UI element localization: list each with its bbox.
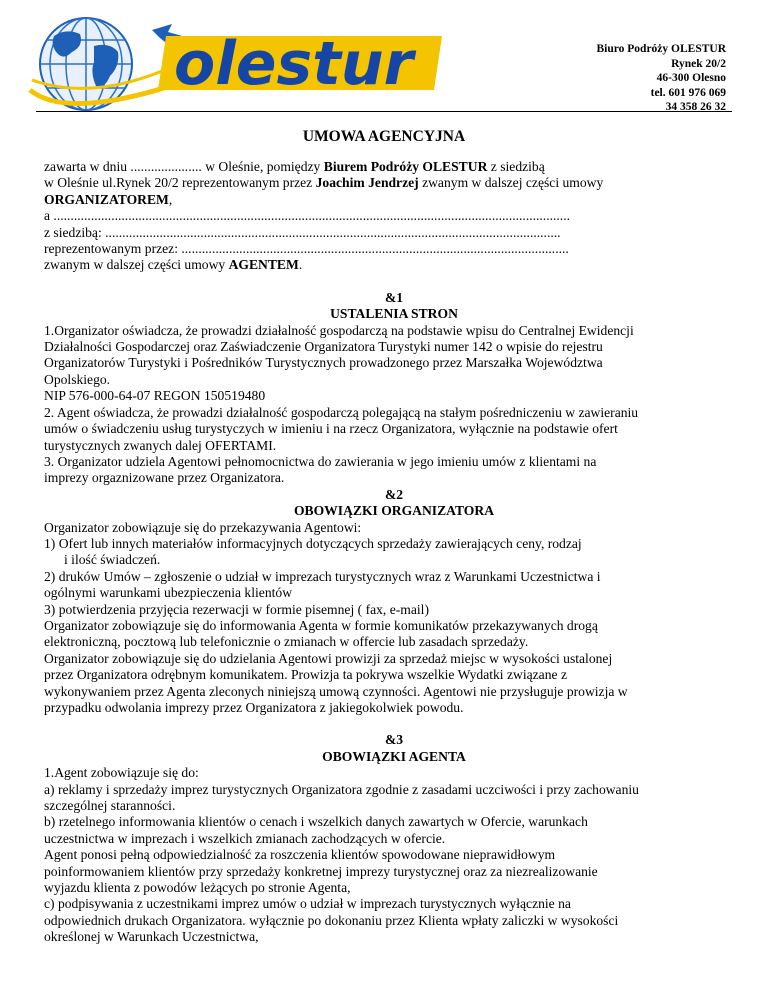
section-line: Organizator zobowiązuje się do informowania Agenta w formie komunikatów przekazywanych drogą [44,617,598,633]
section-line: NIP 576-000-64-07 REGON 150519480 [44,388,266,404]
logo-wordmark: olestur [174,29,414,99]
company-phone-2: 34 358 26 32 [665,101,726,113]
section-line: określonej w Warunkach Uczestnictwa, [44,929,259,945]
section-line: b) rzetelnego informowania klientów o cenach i wszelkich danych zawartych w Ofercie, warunkach [44,814,588,830]
document-title: UMOWA AGENCYJNA [302,128,466,145]
section-line: wyjazdu klienta z powodów leżących po stronie Agenta, [44,880,351,896]
section-line: Działalności Gospodarczej oraz Zaświadczenie Organizatora Turystyki numer 142 o wpisie do rejestru [44,339,603,355]
intro-line: w Oleśnie ul.Rynek 20/2 reprezentowanym przez Joachim Jendrzej zwanym w dalszej części umowy [44,175,604,191]
section-line: szczególnej staranności. [44,798,176,814]
company-address [597,42,727,115]
section-line: 1) Ofert lub innych materiałów informacyjnych dotyczących sprzedaży zawierających ceny, rodzaj [44,535,582,551]
section-line: 2) druków Umów – zgłoszenie o udział w imprezach turystycznych wraz z Warunkami Uczestnictwa i [44,568,601,584]
section-line: Agent ponosi pełną odpowiedzialność za roszczenia klientów spowodowane nieprawidłowym [44,847,556,863]
section-number: &1 [384,289,404,305]
intro-line: reprezentowanym przez: .................................................................................................................. [44,241,569,257]
section-line: elektroniczną, pocztową lub telefonicznie o zmianach w offercie lub zasadach sprzedaży. [44,634,529,650]
intro-line: zwanym w dalszej części umowy AGENTEM. [44,257,303,273]
section-line: 3. Organizator udziela Agentowi pełnomocnictwa do zawierania w jego imieniu umów z klientami na [44,453,597,469]
section-line: i ilość świadczeń. [64,552,161,568]
section-line: poinformowaniem klientów przy sprzedaży konkretnej imprezy turystycznej oraz za niezrealizowanie [44,863,598,879]
company-name: Biuro Podróży OLESTUR [596,43,726,55]
section-heading: USTALENIA STRON [330,306,458,322]
intro-line: a ........................................................................................................................................................ [44,208,570,224]
section-line: 1.Agent zobowiązuje się do: [44,765,199,781]
section-line: odpowiednich drukach Organizatora. wyłącznie po dokonaniu przez Klienta wpłaty zaliczki w wysokości [44,912,619,928]
section-line: przypadku odwolania imprezy przez Organizatora z jakiegokolwiek powodu. [44,700,464,715]
company-phone: tel. 601 976 069 [650,86,726,99]
section-line: 2. Agent oświadcza, że prowadzi działalność gospodarczą polegającą na stałym pośredniczeniu w zawieraniu [44,404,639,420]
section-line: Organizator zobowiązuje się do przekazywania Agentowi: [44,519,362,535]
section-number: &2 [384,486,404,502]
olestur-logo [24,6,454,118]
document-body [44,159,744,946]
intro-line: ORGANIZATOREM, [44,191,173,207]
section-line: wykonywaniem przez Agenta zleconych niniejszą umową czynności. Agentowi nie przysługuje prowizja w [44,683,628,699]
section-line: umów o świadczeniu usług turystyczych w imieniu i na rzecz Organizatora, wyłącznie na podstawie ofert [44,421,618,437]
company-street: Rynek 20/2 [671,57,726,70]
section-line: 3) potwierdzenia przyjęcia rezerwacji w formie pisemnej ( fax, e-mail) [44,601,429,617]
section-heading: OBOWIĄZKI ORGANIZATORA [293,503,495,519]
company-city: 46-300 Olesno [656,72,726,84]
section-line: Organizator zobowiązuje się do udzielania Agentowi prowizji za sprzedaż miejsc w wysokości ustalonej [44,650,613,666]
section-line: 1.Organizator oświadcza, że prowadzi działalność gospodarczą na podstawie wpisu do Centralnej Ewidencji [44,322,634,338]
section-line: Organizatorów Turystyki i Pośredników Turystycznych prowadzonego przez Marszałka Województwa [44,355,603,371]
intro-line: zawarta w dniu ..................... w Oleśnie, pomiędzy Biurem Podróży OLESTUR z siedzibą [44,159,545,174]
section-line: uczestnictwa w imprezach i wszelkich zmianach zachodzących w ofercie. [44,830,446,846]
section-line: Opolskiego. [44,371,111,387]
section-line: ogólnymi warunkami ubezpieczenia klientów [44,585,293,601]
section-line: imprezy orgaznizowane przez Organizatora. [44,470,285,486]
section-number: &3 [384,732,404,748]
section-line: turystycznych zwanych dalej OFERTAMI. [44,437,277,453]
section-line: a) reklamy i sprzedaży imprez turystycznych Organizatora zgodnie z zasadami uczciwości i przy zachowaniu [44,781,639,797]
intro-line: z siedzibą: ...................................................................................................................................... [44,224,561,240]
section-heading: OBOWIĄZKI AGENTA [322,748,466,764]
section-line: c) podpisywania z uczestnikami imprez umów o udział w imprezach turystycznych wyłącznie na [44,896,571,912]
header-divider [36,111,732,112]
section-line: przez Organizatora odrębnym komunikatem. Prowizja ta pokrywa wszelkie Wydatki związane z [44,667,567,683]
